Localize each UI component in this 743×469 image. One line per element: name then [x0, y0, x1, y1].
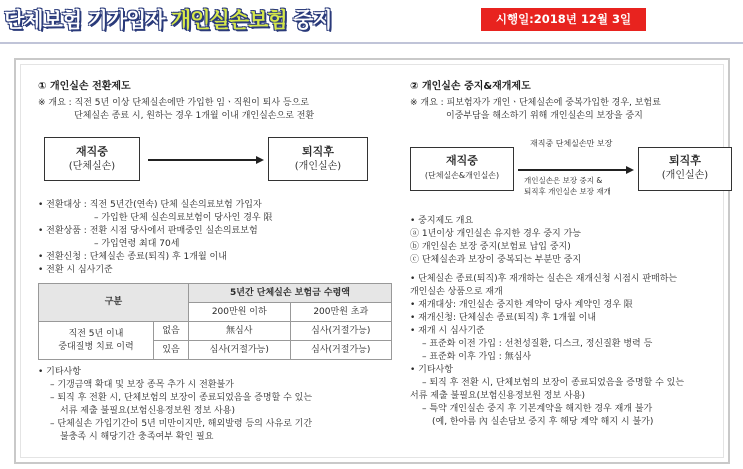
title-part-2: 중지	[286, 8, 332, 32]
table-row1-b: 심사(거절가능)	[290, 322, 392, 341]
etc-item-3: – 단체실손 가입기간이 5년 미만이지만, 해외발령 등의 사유로 기간	[50, 419, 313, 429]
resume-review-a: – 표준화 이전 가입 : 선천성질환, 디스크, 정신질환 병력 등	[422, 339, 653, 349]
box-r-retired-title: 퇴직후	[669, 154, 701, 167]
table-col-b: 200만원 초과	[290, 303, 392, 322]
effective-date-badge: 시행일:2018년 12월 3일	[481, 8, 646, 31]
box-r-retired	[638, 147, 732, 191]
box-retired-sub: (개인실손)	[294, 161, 342, 172]
overview-line-1: ※ 개요 : 직전 5년 이상 단체실손에만 가입한 임ㆍ직원이 퇴사 등으로	[38, 98, 309, 108]
section-title-conversion: ① 개인실손 전환제도	[38, 81, 131, 92]
suspend-item-b: ⓑ 개인실손 보장 중지(보험료 납입 중지)	[410, 242, 571, 252]
box-retired-title: 퇴직후	[302, 145, 334, 158]
table-row2-label: 있음	[154, 341, 189, 360]
suspend-arrow-head-icon	[626, 166, 634, 174]
review-criteria-table	[38, 283, 392, 360]
bullet-review: • 전환 시 심사기준	[38, 265, 113, 275]
etc-r-item-2: – 특약 개인실손 중지 후 기본계약을 해지한 경우 재개 불가	[422, 404, 653, 414]
conversion-arrow	[148, 159, 258, 161]
box-r-employed-title: 재직중	[446, 154, 478, 167]
content-frame	[14, 58, 730, 464]
suspend-item-c: ⓒ 단체실손과 보장이 중복되는 부분만 중지	[410, 255, 582, 265]
arrow-bottom-label	[524, 175, 611, 197]
bullet-target: • 전환대상 : 직전 5년간(연속) 단체 실손의료보험 가입자	[38, 200, 262, 210]
arrow-bottom-label-2: 퇴직후 개인실손 보장 재개	[524, 187, 611, 196]
suspend-title: • 중지제도 개요	[410, 216, 474, 226]
bullet-target-sub: – 가입한 단체 실손의료보험이 당사인 경우 限	[94, 213, 273, 223]
arrow-top-label: 재직중 단체실손만 보장	[530, 139, 613, 148]
page-title	[4, 4, 332, 34]
table-col-label: 구분	[39, 284, 189, 322]
box-employed-title: 재직중	[76, 145, 108, 158]
table-row-label-1: 직전 5년 이내	[68, 328, 124, 339]
section-suspend	[410, 80, 735, 429]
etc-r-item-2b: (예, 한아름 內 실손담보 중지 후 해당 계약 해지 시 불가)	[432, 417, 654, 427]
resume-review-b: – 표준화 이후 가입 : 無심사	[422, 352, 532, 362]
suspend-item-a: ⓐ 1년이상 개인실손 유지한 경우 중지 가능	[410, 229, 581, 239]
box-r-retired-sub: (개인실손)	[661, 170, 709, 181]
resume-line-1: • 단체실손 종료(퇴직)후 재개하는 실손은 재개신청 시점시 판매하는	[410, 274, 678, 284]
overview-r-line-1: ※ 개요 : 피보험자가 개인ㆍ단체실손에 중복가입한 경우, 보험료	[410, 98, 661, 108]
table-row-label	[39, 322, 154, 360]
table-group-header: 5년간 단체실손 보험금 수령액	[189, 284, 392, 303]
header-divider	[0, 42, 743, 44]
conversion-diagram	[38, 131, 383, 193]
etc-r-title: • 기타사항	[410, 365, 453, 375]
conversion-arrow-head-icon	[256, 156, 264, 164]
arrow-bottom-label-1: 개인실손은 보장 중지 &	[524, 176, 603, 185]
etc-r-item-1b: 서류 제출 불필요(보험신용정보원 정보 사용)	[410, 391, 585, 401]
table-row1-label: 없음	[154, 322, 189, 341]
table-row-label-2: 중대질병 치료 이력	[58, 341, 134, 352]
title-part-1: 단체보험 기가입자	[4, 8, 171, 32]
etc-item-2: – 퇴직 후 전환 시, 단체보험의 보장이 종료되었음을 증명할 수 있는	[50, 393, 313, 403]
section-title-suspend: ② 개인실손 중지&재개제도	[410, 81, 531, 92]
table-row2-a: 심사(거절가능)	[189, 341, 291, 360]
bullet-product: • 전환상품 : 전환 시점 당사에서 판매중인 실손의료보험	[38, 226, 258, 236]
etc-item-2b: 서류 제출 불필요(보험신용정보원 정보 사용)	[60, 406, 235, 416]
box-r-employed	[410, 147, 514, 191]
table-row1-a: 無심사	[189, 322, 291, 341]
bullet-product-sub: – 가입연령 최대 70세	[94, 239, 180, 249]
resume-review: • 재개 시 심사기준	[410, 326, 485, 336]
box-retired	[268, 137, 368, 181]
etc-title: • 기타사항	[38, 367, 81, 377]
bullet-apply: • 전환신청 : 단체실손 종료(퇴직) 후 1개월 이내	[38, 252, 227, 262]
overview-line-2: 단체실손 종료 시, 원하는 경우 1개월 이내 개인실손으로 전환	[74, 111, 315, 121]
box-employed-sub: (단체실손)	[68, 161, 116, 172]
box-employed	[44, 137, 140, 181]
suspend-diagram	[410, 133, 735, 209]
resume-target: • 재개대상: 개인실손 중지한 계약이 당사 계약인 경우 限	[410, 300, 633, 310]
page-header	[0, 0, 743, 44]
resume-apply: • 재개신청: 단체실손 종료(퇴직) 후 1개월 이내	[410, 313, 597, 323]
table-row2-b: 심사(거절가능)	[290, 341, 392, 360]
table-col-a: 200만원 이하	[189, 303, 291, 322]
overview-r-line-2: 이중부담을 해소하기 위해 개인실손의 보장을 중지	[446, 111, 643, 121]
etc-r-item-1: – 퇴직 후 전환 시, 단체보험의 보장이 종료되었음을 증명할 수 있는	[422, 378, 685, 388]
suspend-arrow	[518, 169, 628, 171]
section-conversion	[38, 80, 383, 444]
box-r-employed-sub: (단체실손&개인실손)	[424, 171, 500, 180]
title-highlight: 개인실손보험	[170, 8, 287, 32]
resume-line-1b: 개인실손 상품으로 재개	[410, 287, 503, 297]
etc-item-1: – 기갱금액 확대 및 보장 종목 추가 시 전환불가	[50, 380, 234, 390]
etc-item-3b: 불충족 시 해당기간 충족여부 확인 필요	[60, 432, 214, 442]
